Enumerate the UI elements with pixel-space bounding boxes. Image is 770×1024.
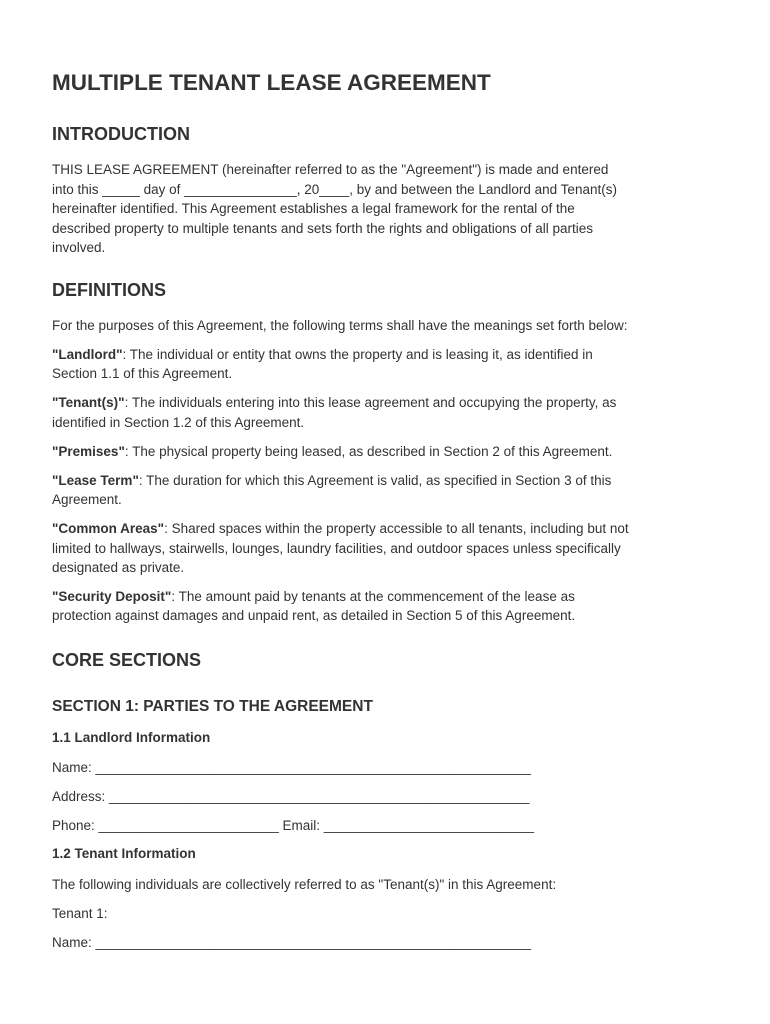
introduction-line-1: THIS LEASE AGREEMENT (hereinafter referred to as the "Agreement") is made and entered [52,162,609,177]
definitions-intro: For the purposes of this Agreement, the following terms shall have the meanings set forth below: [52,318,628,333]
tenant-1-label: Tenant 1: [52,906,108,921]
core-sections-heading: CORE SECTIONS [52,650,202,670]
definition-common-areas [52,519,629,539]
introduction-line-4: described property to multiple tenants and sets forth the rights and obligations of all parties [52,221,594,236]
definition-security-deposit-cont: protection against damages and unpaid rent, as detailed in Section 5 of this Agreement. [52,608,576,623]
landlord-info-heading: 1.1 Landlord Information [52,730,211,745]
definition-premises [52,442,612,462]
definition-term: "Security Deposit" [52,589,172,604]
section-1-heading: SECTION 1: PARTIES TO THE AGREEMENT [52,698,373,715]
landlord-name-field: Name: __________________________________________________________ [52,760,531,775]
definition-common-areas-cont: limited to hallways, stairwells, lounges, laundry facilities, and outdoor spaces unless specifically [52,541,621,556]
definition-term: "Premises" [52,444,125,459]
tenant-1-name-field: Name: __________________________________________________________ [52,935,531,950]
definition-lease-term [52,471,611,491]
definition-text: : Shared spaces within the property accessible to all tenants, including but not [164,521,629,536]
definition-landlord [52,345,593,365]
definition-text: : The individual or entity that owns the property and is leasing it, as identified in [122,347,593,362]
definition-term: "Common Areas" [52,521,165,536]
definition-term: "Tenant(s)" [52,395,125,410]
definition-common-areas-cont: designated as private. [52,560,185,575]
definition-term: "Lease Term" [52,473,139,488]
introduction-line-3: hereinafter identified. This Agreement establishes a legal framework for the rental of the [52,201,575,216]
definitions-heading: DEFINITIONS [52,280,167,300]
landlord-phone-email-field: Phone: ________________________ Email: ____________________________ [52,818,534,833]
landlord-address-field: Address: ________________________________________________________ [52,789,530,804]
definition-term: "Landlord" [52,347,123,362]
definition-tenants [52,393,616,413]
tenant-info-heading: 1.2 Tenant Information [52,846,196,861]
tenant-info-intro: The following individuals are collectively referred to as "Tenant(s)" in this Agreement: [52,877,557,892]
definition-lease-term-cont: Agreement. [52,492,122,507]
definition-text: : The physical property being leased, as described in Section 2 of this Agreement. [124,444,613,459]
introduction-line-5: involved. [52,240,106,255]
definition-security-deposit [52,587,575,607]
definition-text: : The individuals entering into this lease agreement and occupying the property, as [124,395,617,410]
definition-text: : The amount paid by tenants at the commencement of the lease as [171,589,575,604]
definition-tenants-cont: identified in Section 1.2 of this Agreement. [52,415,305,430]
introduction-line-2: into this _____ day of _______________, 20____, by and between the Landlord and Tenant(s) [52,182,617,197]
document-title: MULTIPLE TENANT LEASE AGREEMENT [52,70,491,95]
introduction-heading: INTRODUCTION [52,124,190,144]
definition-text: : The duration for which this Agreement is valid, as specified in Section 3 of this [138,473,612,488]
definition-landlord-cont: Section 1.1 of this Agreement. [52,366,233,381]
